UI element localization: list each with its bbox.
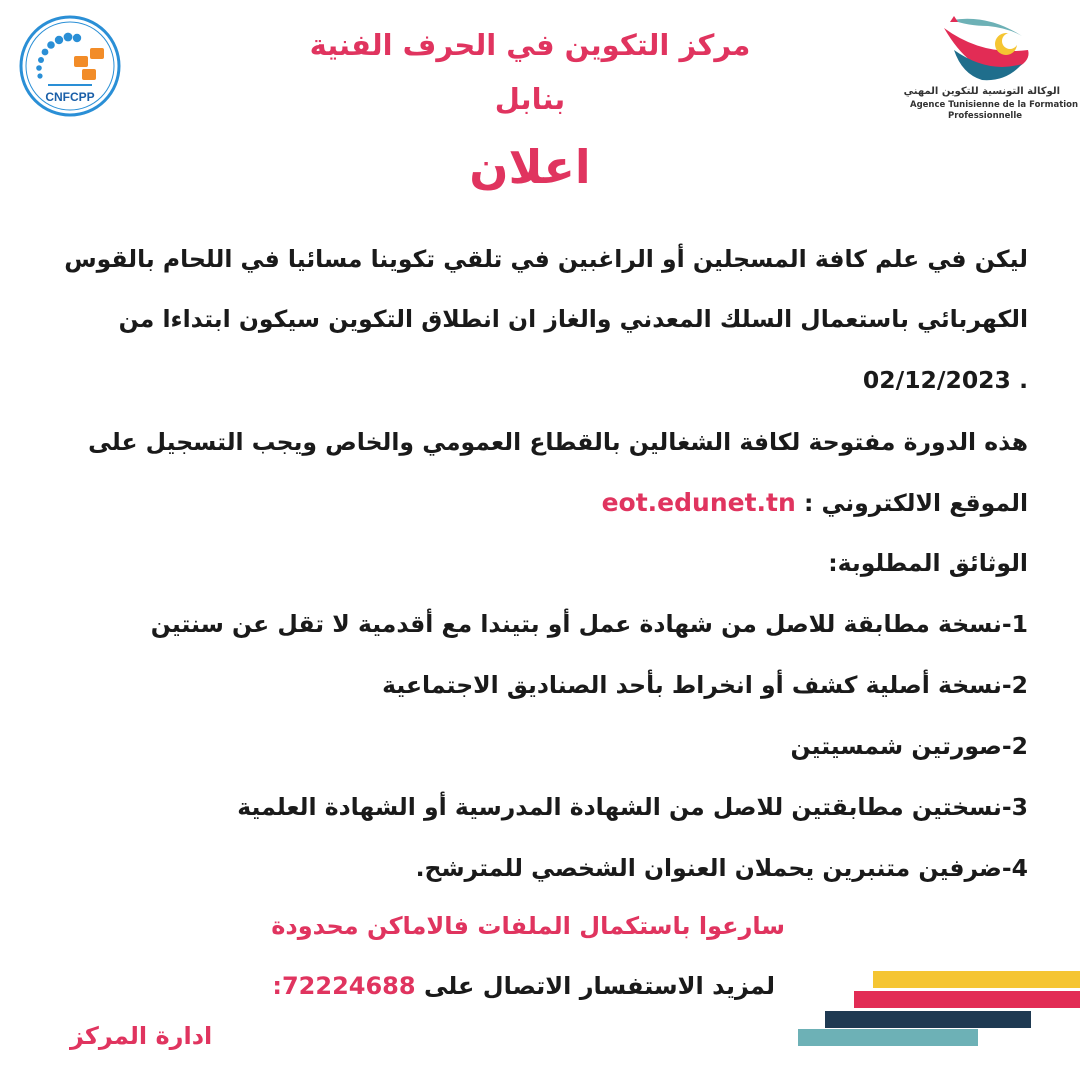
contact-label: لمزيد الاستفسار الاتصال على — [423, 972, 775, 1000]
hurry-note: سارعوا باستكمال الملفات فالاماكن محدودة — [271, 912, 785, 940]
center-name-line2: بنابل — [494, 82, 566, 116]
website-label: الموقع الالكتروني : — [803, 489, 1028, 517]
atfp-caption-ar: الوكالة التونسية للتكوين المهني — [903, 86, 1060, 97]
signature: ادارة المركز — [70, 1022, 213, 1050]
atfp-logo — [903, 6, 1079, 121]
website-link[interactable]: eot.edunet.tn — [601, 488, 796, 517]
decor-bar-teal — [798, 1029, 978, 1046]
open-line-1: هذه الدورة مفتوحة لكافة الشغالين بالقطاع العمومي والخاص ويجب التسجيل على — [88, 428, 1028, 456]
document-number: 2 — [1011, 671, 1028, 699]
document-item — [416, 854, 1028, 882]
cnfcpp-caption: CNFCPP — [45, 90, 95, 104]
decor-bar-navy — [825, 1011, 1031, 1028]
phone-number: :72224688 — [272, 972, 416, 1000]
atfp-caption-fr-1: Agence Tunisienne de la Formation — [910, 100, 1079, 110]
document-text: -نسختين مطابقتين للاصل من الشهادة المدرسية أو الشهادة العلمية — [237, 793, 1012, 821]
document-number: 4 — [1011, 854, 1028, 882]
document-item — [237, 793, 1028, 821]
contact-line — [272, 972, 775, 1000]
document-item — [151, 610, 1028, 638]
website-line — [602, 488, 1028, 517]
intro-line-2: الكهربائي باستعمال السلك المعدني والغاز ان انطلاق التكوين سيكون ابتداءا من — [118, 305, 1028, 333]
document-text: -صورتين شمسيتين — [790, 732, 1012, 760]
document-text: -نسخة مطابقة للاصل من شهادة عمل أو بتيندا مع أقدمية لا تقل عن سنتين — [150, 610, 1012, 638]
decor-bar-yellow — [873, 971, 1080, 988]
document-item — [382, 671, 1028, 699]
document-item — [790, 732, 1028, 760]
atfp-caption-fr-2: Professionnelle — [947, 111, 1023, 121]
document-text: -نسخة أصلية كشف أو انخراط بأحد الصناديق الاجتماعية — [382, 671, 1012, 699]
document-number: 2 — [1011, 732, 1028, 760]
atfp-emblem-icon — [910, 6, 1060, 86]
start-date: 02/12/2023 . — [862, 366, 1028, 394]
announcement-title: اعلان — [469, 140, 591, 194]
document-number: 1 — [1011, 610, 1028, 638]
document-text: -ضرفين متنبرين يحملان العنوان الشخصي للمترشح. — [415, 854, 1012, 882]
intro-line-1: ليكن في علم كافة المسجلين أو الراغبين في تلقي تكوينا مسائيا في اللحام بالقوس — [64, 245, 1028, 273]
center-name-line1: مركز التكوين في الحرف الفنية — [309, 28, 751, 62]
documents-title: الوثائق المطلوبة: — [828, 549, 1028, 577]
cnfcpp-logo — [18, 14, 122, 118]
cnfcpp-emblem-icon — [18, 14, 122, 118]
decor-bar-red — [854, 991, 1080, 1008]
document-number: 3 — [1011, 793, 1028, 821]
